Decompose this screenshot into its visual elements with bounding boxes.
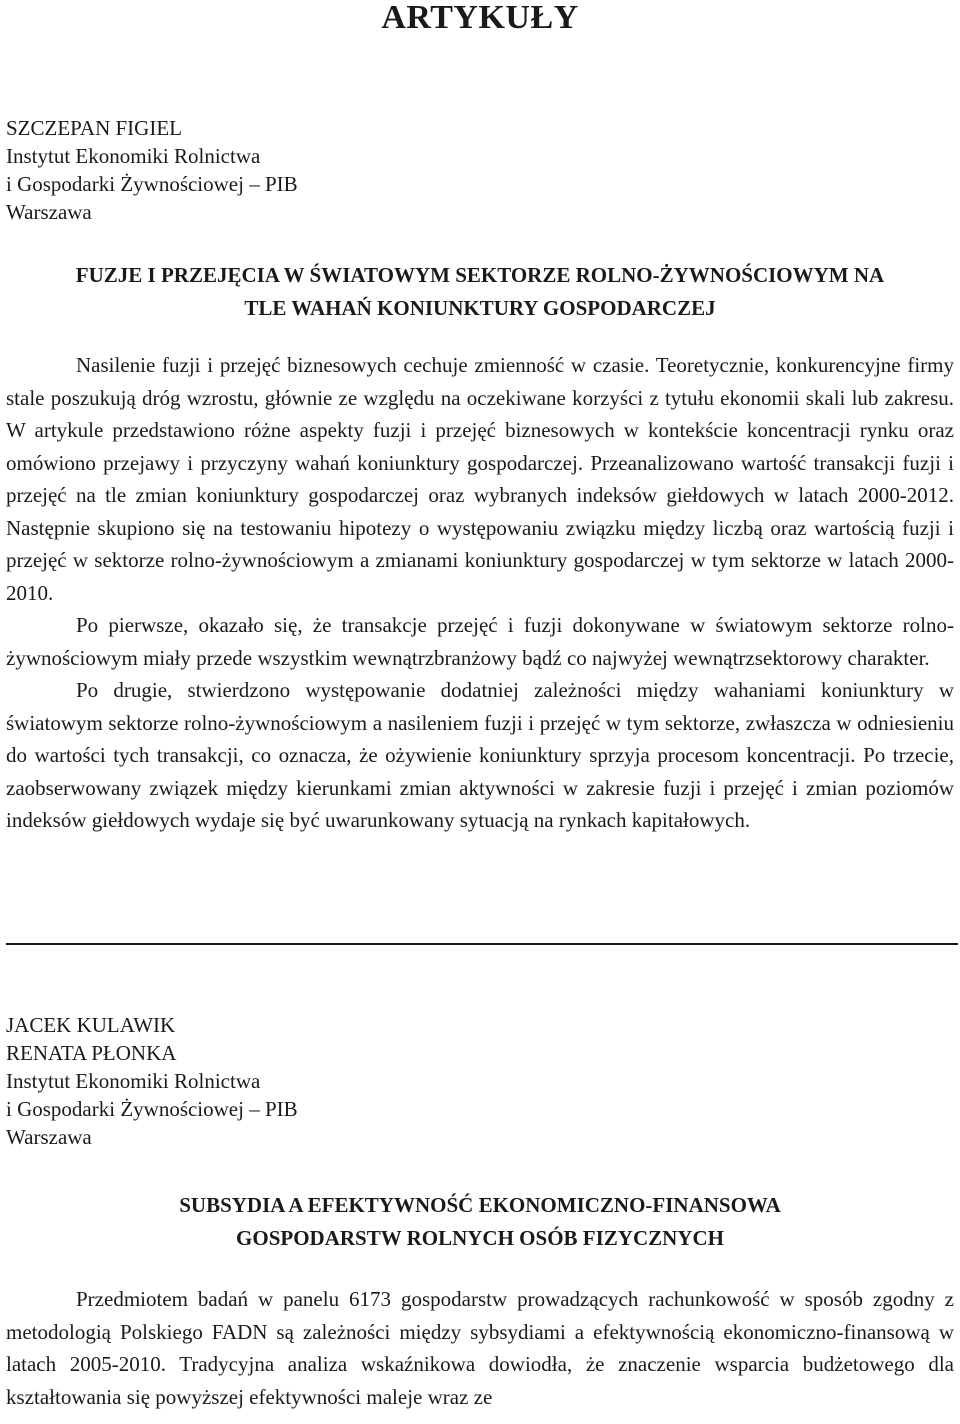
page-heading: ARTYKUŁY: [381, 0, 579, 36]
title-line: GOSPODARSTW ROLNYCH OSÓB FIZYCZNYCH: [236, 1226, 724, 1250]
abstract-paragraph: Nasilenie fuzji i przejęć biznesowych cechuje zmienność w czasie. Teoretycznie, konkurencyjne firmy stale poszukują dróg wzrostu, głównie ze względu na oczekiwane korzyści z tytułu ekonomii skali lub zakresu. W artykule przedstawiono różne aspekty fuzji i przejęć biznesowych w kontekście koncentracji rynku oraz omówiono przejawy i przyczyny wahań koniunktury gospodarczej. Przeanalizowano wartość transakcji fuzji i przejęć na tle zmian koniunktury gospodarczej oraz wybranych indeksów giełdowych w latach 2000-2012. Następnie skupiono się na testowaniu hipotezy o występowaniu związku między liczbą oraz wartością fuzji i przejęć w sektorze rolno-żywnościowym a zmianami koniunktury gospodarczej w tym sektorze w latach 2000-2010.: [6, 353, 954, 605]
author-block: [6, 114, 954, 226]
author-name: SZCZEPAN FIGIEL: [6, 116, 182, 140]
title-line: SUBSYDIA A EFEKTYWNOŚĆ EKONOMICZNO-FINANSOWA: [179, 1193, 781, 1217]
abstract-paragraph: Po drugie, stwierdzono występowanie dodatniej zależności między wahaniami koniunktury w światowym sektorze rolno-żywnościowym a nasileniem fuzji i przejęć w tym sektorze, zwłaszcza w odniesieniu do wartości tych transakcji, co oznacza, że ożywienie koniunktury sprzyja procesom koncentracji. Po trzecie, zaobserwowany związek między kierunkami zmian aktywności w zakresie fuzji i przejęć i zmian poziomów indeksów giełdowych wydaje się być uwarunkowany sytuacją na rynkach kapitałowych.: [6, 678, 954, 832]
title-line: TLE WAHAŃ KONIUNKTURY GOSPODARCZEJ: [244, 296, 716, 320]
author-name: JACEK KULAWIK: [6, 1013, 176, 1037]
institution-city: Warszawa: [6, 200, 92, 224]
article-title: [6, 259, 954, 325]
title-line: FUZJE I PRZEJĘCIA W ŚWIATOWYM SEKTORZE ROLNO-ŻYWNOŚCIOWYM NA: [75, 263, 885, 287]
article-title: [6, 1189, 954, 1255]
institution-line: Instytut Ekonomiki Rolnictwa: [6, 144, 261, 168]
author-name: RENATA PŁONKA: [6, 1041, 177, 1065]
institution-line: i Gospodarki Żywnościowej – PIB: [6, 172, 298, 196]
abstract-paragraph: Przedmiotem badań w panelu 6173 gospodarstw prowadzących rachunkowość w sposób zgodny z metodologią Polskiego FADN są zależności między sybsydiami a efektywnością ekonomiczno-finansową w latach 2005-2010. Tradycyjna analiza wskaźnikowa dowiodła, że znaczenie wsparcia budżetowego dla kształtowania się powyższej efektywności maleje wraz ze: [6, 1287, 954, 1409]
abstract: [6, 349, 954, 837]
article-separator: [6, 943, 958, 945]
abstract: [6, 1283, 954, 1413]
article-figiel: [6, 114, 954, 837]
institution-line: Instytut Ekonomiki Rolnictwa: [6, 1069, 261, 1093]
author-block: [6, 1011, 954, 1151]
article-kulawik-plonka: [6, 1011, 954, 1413]
institution-city: Warszawa: [6, 1125, 92, 1149]
abstract-paragraph: Po pierwsze, okazało się, że transakcje przejęć i fuzji dokonywane w światowym sektorze rolno-żywnościowym miały przede wszystkim wewnątrzbranżowy bądź co najwyżej wewnątrzsektorowy charakter.: [6, 613, 954, 670]
institution-line: i Gospodarki Żywnościowej – PIB: [6, 1097, 298, 1121]
